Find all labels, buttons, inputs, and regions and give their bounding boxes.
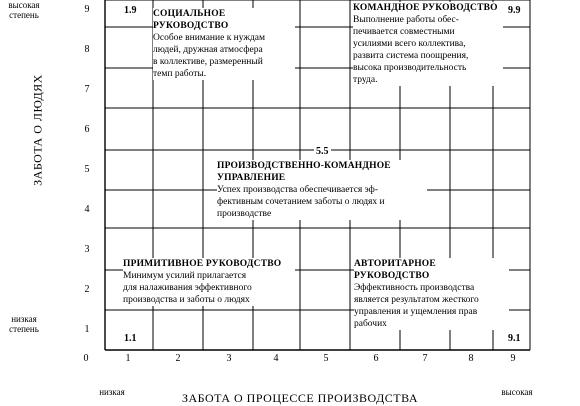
style-title-line: КОМАНДНОЕ РУКОВОДСТВО (353, 3, 498, 13)
style-box-social (153, 8, 295, 80)
style-box-impoverished (123, 258, 295, 306)
style-desc-line: усилиями всего коллектива, (353, 39, 466, 49)
style-title-line: ПРОИЗВОДСТВЕННО-КОМАНДНОЕ (217, 161, 391, 171)
style-code-1-9: 1.9 (124, 5, 137, 16)
y-high-label (4, 0, 44, 20)
style-desc-line: развита система поощрения, (353, 51, 469, 61)
y-low-label-line2: степень (9, 324, 39, 334)
x-tick-label: 4 (273, 353, 279, 364)
style-box-middle (217, 160, 427, 220)
x-high-label: высокая (501, 387, 533, 397)
y-high-label-line2: степень (9, 10, 39, 20)
style-desc-line: высока производительность (353, 63, 467, 73)
style-desc-line: производстве (217, 209, 272, 219)
style-title-line: ПРИМИТИВНОЕ РУКОВОДСТВО (123, 259, 282, 269)
x-axis-title: ЗАБОТА О ПРОЦЕССЕ ПРОИЗВОДСТВА (181, 391, 419, 405)
y-tick-label: 3 (84, 244, 90, 255)
style-desc-line: является результатом жесткого (354, 295, 479, 305)
style-desc-line: Особое внимание к нуждам (153, 33, 266, 43)
y-axis-title (18, 60, 58, 200)
style-title-line: СОЦИАЛЬНОЕ (153, 9, 226, 19)
style-desc-line: управления и ущемления прав (354, 307, 478, 317)
x-tick-label: 3 (226, 353, 232, 364)
y-axis-title-text: ЗАБОТА О ЛЮДЯХ (30, 74, 45, 186)
style-desc-line: Эффективность производства (354, 283, 475, 293)
x-tick-label: 5 (323, 353, 329, 364)
x-tick-label: 8 (468, 353, 474, 364)
style-desc-line: для налаживания эффективного (123, 283, 252, 293)
style-desc-line: Минимум усилий прилагается (123, 271, 247, 281)
style-code-9-1: 9.1 (508, 333, 521, 344)
x-tick-label: 2 (175, 353, 181, 364)
style-desc-line: производства и заботы о людях (123, 295, 250, 305)
style-box-authority (354, 258, 509, 330)
y-tick-label: 2 (84, 284, 90, 295)
y-tick-label: 8 (84, 44, 90, 55)
style-desc-line: Успех производства обеспечивается эф- (217, 185, 378, 195)
x-tick-label: 6 (373, 353, 379, 364)
style-box-team (353, 2, 503, 86)
x-tick-label: 1 (125, 353, 131, 364)
y-tick-label: 9 (84, 4, 90, 15)
style-title-line: УПРАВЛЕНИЕ (217, 173, 286, 183)
y-tick-label: 1 (84, 324, 90, 335)
style-desc-line: печивается совместными (353, 27, 455, 37)
style-desc-line: рабочих (354, 319, 387, 329)
y-high-label-line1: высокая (8, 0, 40, 10)
style-desc-line: фективным сочетанием заботы о людях и (217, 197, 385, 207)
style-title-line: АВТОРИТАРНОЕ РУКОВОДСТВО (354, 259, 436, 281)
style-desc-line: в коллективе, размеренный (153, 57, 263, 67)
style-code-1-1: 1.1 (124, 333, 137, 344)
y-tick-label: 7 (84, 84, 90, 95)
x-tick-label: 7 (422, 353, 428, 364)
origin-label: 0 (83, 353, 89, 364)
style-code-9-9: 9.9 (508, 5, 521, 16)
style-code-5-5: 5.5 (316, 146, 329, 157)
style-desc-line: людей, дружная атмосфера (153, 45, 263, 55)
x-low-label: низкая (99, 387, 125, 397)
y-low-label (4, 314, 44, 334)
x-tick-label: 9 (510, 353, 516, 364)
style-desc-line: темп работы. (153, 69, 207, 79)
style-title-line: РУКОВОДСТВО (153, 21, 229, 31)
style-desc-line: труда. (353, 75, 378, 85)
y-tick-label: 5 (84, 164, 90, 175)
y-tick-label: 6 (84, 124, 90, 135)
y-tick-label: 4 (84, 204, 90, 215)
y-low-label-line1: низкая (11, 314, 37, 324)
style-desc-line: Выполнение работы обес- (353, 15, 459, 25)
